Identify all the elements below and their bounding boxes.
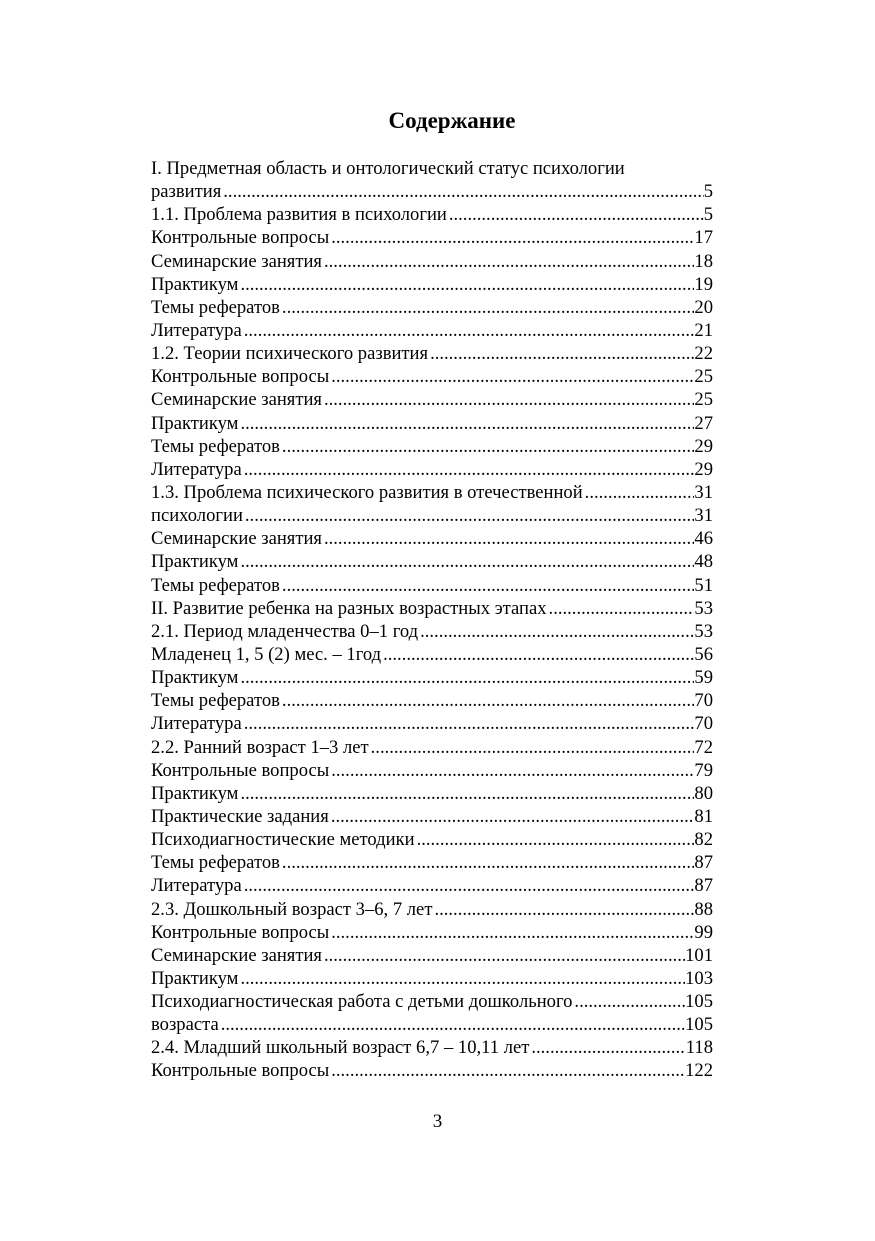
toc-dot-leader <box>529 1036 685 1059</box>
toc-dot-leader <box>381 643 694 666</box>
toc-entry-title: 1.1. Проблема развития в психологии <box>151 204 447 226</box>
toc-dot-leader <box>221 180 703 203</box>
toc-entry-page: 29 <box>694 458 713 480</box>
toc-entry-page: 53 <box>694 597 713 619</box>
toc-entry <box>151 736 713 759</box>
toc-entry-page: 19 <box>694 273 713 295</box>
toc-entry-title: психологии <box>151 505 243 527</box>
toc-entry-title: Темы рефератов <box>151 690 280 712</box>
toc-dot-leader <box>418 620 694 643</box>
toc-dot-leader <box>369 736 695 759</box>
toc-entry <box>151 504 713 527</box>
toc-entry-title: возраста <box>151 1014 219 1036</box>
toc-dot-leader <box>280 296 694 319</box>
toc-entry-page: 105 <box>685 991 713 1013</box>
toc-entry-title: Практикум <box>151 412 239 434</box>
toc-entry-title: I. Предметная область и онтологический статус психологии <box>151 158 625 179</box>
toc-entry-page: 21 <box>694 319 713 341</box>
toc-entry-page: 20 <box>694 296 713 318</box>
toc-entry-title: Контрольные вопросы <box>151 1060 330 1082</box>
toc-dot-leader <box>415 828 695 851</box>
toc-dot-leader <box>322 250 694 273</box>
toc-entry <box>151 898 713 921</box>
toc-entry-page: 31 <box>694 505 713 527</box>
toc-entry-page: 81 <box>694 805 713 827</box>
toc-entry-page: 118 <box>685 1037 713 1059</box>
toc-entry-title: Семинарские занятия <box>151 389 322 411</box>
toc-entry-page: 31 <box>694 481 713 503</box>
toc-entry-page: 88 <box>694 898 713 920</box>
toc-entry-page: 80 <box>694 782 713 804</box>
toc-entry <box>151 435 713 458</box>
toc-entry-page: 87 <box>694 875 713 897</box>
toc-entry-page: 5 <box>703 181 713 203</box>
toc-entry <box>151 365 713 388</box>
toc-entry-page: 48 <box>694 551 713 573</box>
toc-entry-title: 2.1. Период младенчества 0–1 год <box>151 620 419 642</box>
toc-dot-leader <box>322 527 694 550</box>
toc-entry <box>151 805 713 828</box>
toc-dot-leader <box>242 319 695 342</box>
toc-entry <box>151 967 713 990</box>
toc-entry <box>151 1013 713 1036</box>
toc-entry-title: Семинарские занятия <box>151 528 322 550</box>
toc-entry <box>151 226 713 249</box>
toc-entry-title: Практические задания <box>151 805 329 827</box>
toc-dot-leader <box>447 203 704 226</box>
toc-entry-page: 29 <box>694 435 713 457</box>
toc-entry-page: 103 <box>685 967 713 989</box>
toc-entry <box>151 180 713 203</box>
toc-dot-leader <box>428 342 694 365</box>
toc-entry <box>151 550 713 573</box>
toc-dot-leader <box>572 990 685 1013</box>
toc-entry-page: 25 <box>694 389 713 411</box>
toc-entry-page: 25 <box>694 366 713 388</box>
toc-dot-leader <box>280 574 694 597</box>
toc-entry <box>151 203 713 226</box>
toc-entry-title: развития <box>151 181 222 203</box>
toc-entry-page: 70 <box>694 713 713 735</box>
toc-entry-title: 2.2. Ранний возраст 1–3 лет <box>151 736 369 758</box>
toc-entry-title: Психодиагностическая работа с детьми дошкольного <box>151 991 573 1013</box>
toc-entry-title: Психодиагностические методики <box>151 829 415 851</box>
toc-dot-leader <box>329 921 694 944</box>
toc-entry <box>151 296 713 319</box>
toc-dot-leader <box>547 597 695 620</box>
toc-entry <box>151 412 713 435</box>
toc-entry <box>151 481 713 504</box>
toc-entry <box>151 342 713 365</box>
toc-entry <box>151 782 713 805</box>
toc-entry <box>151 1059 713 1082</box>
toc-entry-title: 1.2. Теории психического развития <box>151 343 429 365</box>
toc-entry-page: 56 <box>694 643 713 665</box>
toc-entry-page: 101 <box>685 944 713 966</box>
toc-entry-page: 18 <box>694 250 713 272</box>
toc-dot-leader <box>238 666 694 689</box>
toc-dot-leader <box>238 967 685 990</box>
toc-entry <box>151 666 713 689</box>
toc-entry <box>151 712 713 735</box>
toc-entry-page: 70 <box>694 690 713 712</box>
toc-dot-leader <box>238 412 694 435</box>
toc-entry-title: Темы рефератов <box>151 574 280 596</box>
toc-entry-title: Контрольные вопросы <box>151 921 330 943</box>
toc-dot-leader <box>280 851 694 874</box>
toc-entry-title: Литература <box>151 458 242 480</box>
toc-entry-page: 82 <box>694 829 713 851</box>
toc-entry-title: Литература <box>151 319 242 341</box>
toc-dot-leader <box>329 365 694 388</box>
toc-entry <box>151 944 713 967</box>
toc-entry-title: II. Развитие ребенка на разных возрастных этапах <box>151 597 547 619</box>
toc-dot-leader <box>322 944 685 967</box>
toc-entry-title: Семинарские занятия <box>151 944 322 966</box>
toc-entry <box>151 990 713 1013</box>
page-number: 3 <box>432 1111 443 1132</box>
toc-entry-title: Контрольные вопросы <box>151 227 330 249</box>
toc-entry-title: Литература <box>151 875 242 897</box>
toc-entry-page: 79 <box>694 759 713 781</box>
toc-entry-page: 105 <box>685 1014 713 1036</box>
toc-entry-title: 1.3. Проблема психического развития в отечественной <box>151 481 583 503</box>
toc-entry-page: 22 <box>694 343 713 365</box>
toc-entry-page: 51 <box>694 574 713 596</box>
toc-entry <box>151 874 713 897</box>
toc-entry-page: 72 <box>694 736 713 758</box>
toc-entry-page: 87 <box>694 852 713 874</box>
toc-dot-leader <box>329 805 695 828</box>
toc-dot-leader <box>242 874 695 897</box>
toc-entry <box>151 458 713 481</box>
toc-entry-title: Семинарские занятия <box>151 250 322 272</box>
toc-entry <box>151 851 713 874</box>
toc-dot-leader <box>583 481 695 504</box>
toc-dot-leader <box>238 273 694 296</box>
toc-entry <box>151 620 713 643</box>
toc-dot-leader <box>219 1013 685 1036</box>
toc-entry-page: 122 <box>685 1060 713 1082</box>
toc-entry <box>151 273 713 296</box>
toc-entry <box>151 828 713 851</box>
toc-entry-page: 59 <box>694 667 713 689</box>
toc-dot-leader <box>329 226 694 249</box>
toc-entry <box>151 597 713 620</box>
toc-dot-leader <box>329 1059 685 1082</box>
toc-dot-leader <box>322 388 694 411</box>
toc-dot-leader <box>280 689 694 712</box>
toc-entry-page: 5 <box>703 204 713 226</box>
toc-entry <box>151 574 713 597</box>
toc-entry <box>151 388 713 411</box>
toc-entry-title: Практикум <box>151 967 239 989</box>
toc-entry <box>151 759 713 782</box>
toc-entry <box>151 319 713 342</box>
toc-dot-leader <box>432 898 694 921</box>
toc-dot-leader <box>243 504 695 527</box>
toc-dot-leader <box>242 712 695 735</box>
toc-dot-leader <box>238 550 694 573</box>
toc-dot-leader <box>238 782 694 805</box>
toc-entry <box>151 689 713 712</box>
toc-dot-leader <box>280 435 694 458</box>
toc-entry-title: Темы рефератов <box>151 296 280 318</box>
toc-entry-page: 53 <box>694 620 713 642</box>
toc-entry-page: 99 <box>694 921 713 943</box>
toc-entry-page: 27 <box>694 412 713 434</box>
toc-dot-leader <box>242 458 695 481</box>
toc-entry-title: Темы рефератов <box>151 852 280 874</box>
toc-entry <box>151 527 713 550</box>
toc-entry-title: Практикум <box>151 551 239 573</box>
toc-entry-page: 17 <box>694 227 713 249</box>
toc-dot-leader <box>329 759 694 782</box>
toc-entry-title: Литература <box>151 713 242 735</box>
toc-entry-title: 2.4. Младший школьный возраст 6,7 – 10,11 лет <box>151 1037 530 1059</box>
toc-entry-title: Практикум <box>151 782 239 804</box>
toc-entry-title: 2.3. Дошкольный возраст 3–6, 7 лет <box>151 898 433 920</box>
toc-entry-title: Младенец 1, 5 (2) мес. – 1год <box>151 643 382 665</box>
toc-entry-title: Практикум <box>151 273 239 295</box>
toc-entry-title: Темы рефератов <box>151 435 280 457</box>
table-of-contents <box>151 157 713 1083</box>
toc-entry <box>151 1036 713 1059</box>
toc-entry-title: Практикум <box>151 667 239 689</box>
toc-entry-page: 46 <box>694 528 713 550</box>
toc-entry-title: Контрольные вопросы <box>151 366 330 388</box>
toc-entry <box>151 250 713 273</box>
toc-entry <box>151 157 713 180</box>
toc-entry-title: Контрольные вопросы <box>151 759 330 781</box>
toc-entry <box>151 921 713 944</box>
toc-entry <box>151 643 713 666</box>
page-title: Содержание <box>388 108 516 133</box>
